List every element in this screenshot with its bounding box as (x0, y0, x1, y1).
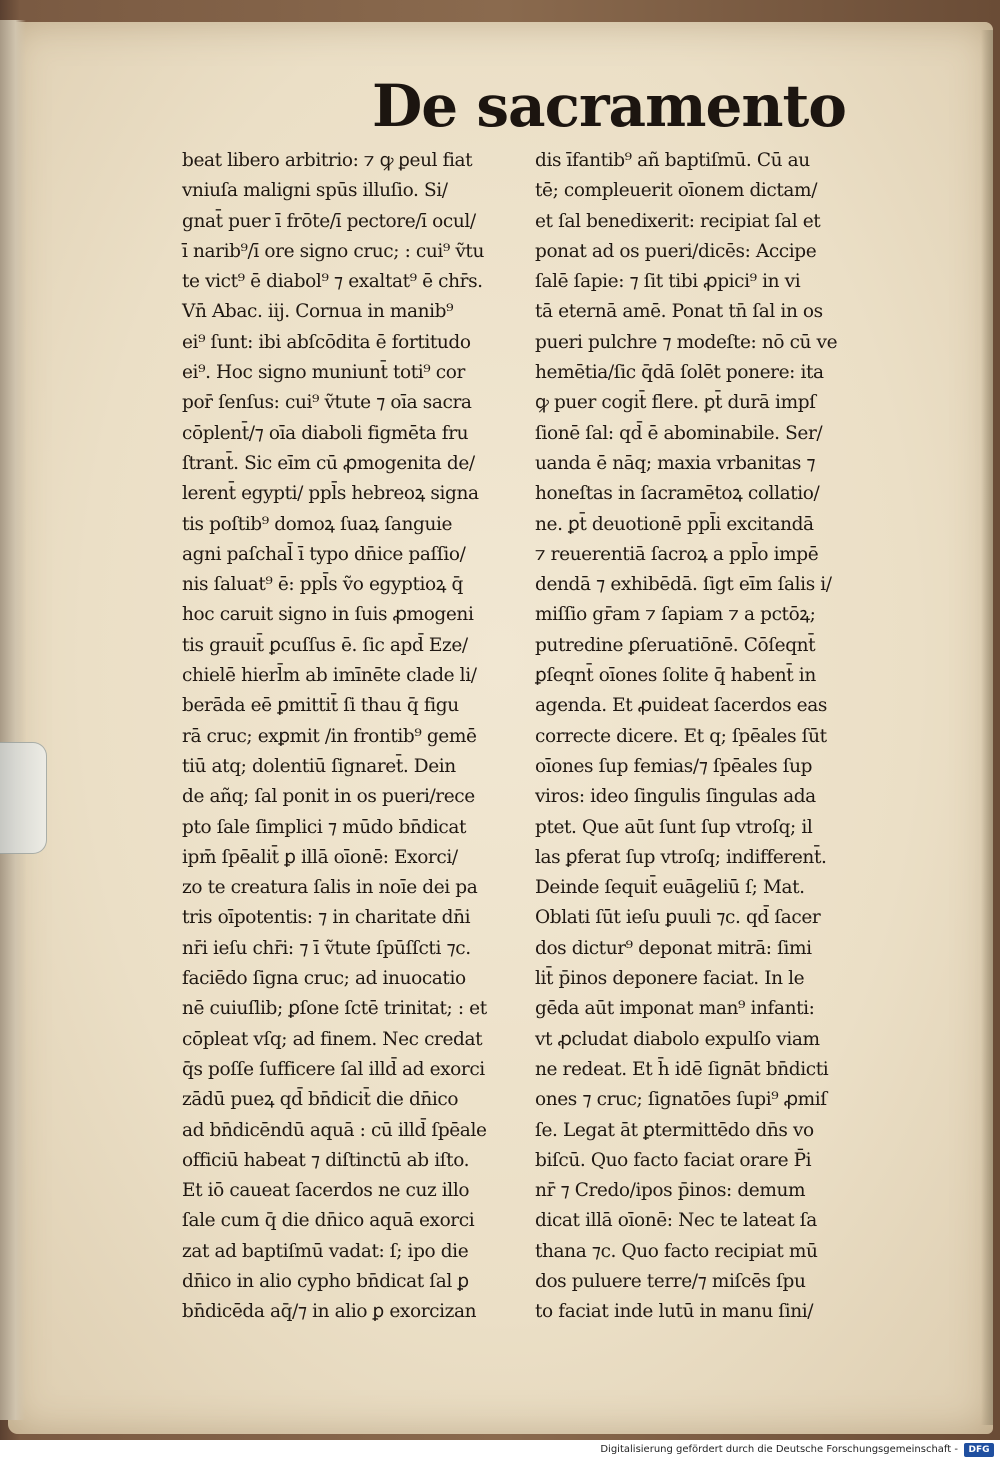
text-line: hoc caruit signo in ſuis ꝓmogeni (182, 604, 474, 626)
text-line: ī narib⁹/ī ore signo cruc; : cui⁹ ṽtu (182, 240, 484, 262)
text-line: ſionē ſal: qd̄ ē abominabile. Ser/ (535, 422, 823, 444)
text-line: Vn̄ Abac. iij. Cornua in manib⁹ (182, 301, 454, 323)
text-line: lit̄ p̄inos deponere faciat. In le (535, 968, 805, 990)
text-line: ones ⁊ cruc; ſignatōes ſupi⁹ ꝓmiſ (535, 1089, 827, 1111)
text-line: agenda. Et ꝓuideat ſacerdos eas (535, 695, 827, 717)
text-line: berāda eē ꝑmittit̄ ſi thau q̄ figu (182, 695, 459, 717)
text-line: vt ꝓcludat diabolo expulſo viam (535, 1028, 820, 1050)
text-line: ꝙ puer cogit̄ flere. ꝑt̄ durā impſ (535, 392, 816, 414)
text-line: putredine ꝑſeruatiōnē. Cōſeqnt̄ (535, 634, 816, 656)
text-line: dos dictur⁹ deponat mitrā: ſimi (535, 937, 812, 959)
page-heading: De sacramento (372, 72, 846, 140)
text-line: dendā ⁊ exhibēdā. ſigt eīm ſalis i/ (535, 574, 832, 596)
text-line: viros: ideo ſingulis ſingulas ada (535, 786, 816, 808)
text-line: Oblati ſūt ieſu ꝑuuli ⁊c. qd̄ ſacer (535, 907, 821, 929)
text-line: dis īfantib⁹ añ baptiſmū. Cū au (535, 150, 810, 171)
text-line: tā eternā amē. Ponat tn̄ ſal in os (535, 301, 823, 323)
text-line: tris oīpotentis: ⁊ in charitate dn̄i (182, 907, 471, 929)
page-gutter (0, 20, 26, 1420)
text-line: por̄ ſenſus: cui⁹ ṽtute ⁊ oīa sacra (182, 392, 472, 414)
text-line: ad bn̄dicēndū aquā : cū illd̄ ſpēale (182, 1119, 487, 1141)
text-line: ipm̄ ſpēalit̄ ꝑ illā oīonē: Exorci/ (182, 846, 458, 868)
text-line: cōplent̄/⁊ oīa diaboli figmēta fru (182, 422, 469, 444)
text-line: ponat ad os pueri/dicēs: Accipe (535, 240, 817, 262)
text-line: nis ſaluat⁹ ē: ppl̄s ṽo egyptioꝝ q̄ (182, 574, 463, 596)
text-line: officiū habeat ⁊ diſtinctū ab iſto. (182, 1149, 470, 1171)
text-line: ꝑſeqnt̄ oīones ſolite q̄ habent̄ in (535, 665, 816, 687)
text-line: pueri pulchre ⁊ modeſte: nō cū ve (535, 331, 838, 353)
text-line: cōpleat vſq; ad finem. Nec credat (182, 1028, 483, 1050)
text-line: ſe. Legat āt ꝑtermittēdo dn̄s vo (535, 1119, 814, 1141)
text-line: chielē hierl̄m ab imīnēte clade li/ (182, 665, 477, 687)
text-line: agni paſchal̄ ī typo dn̄ice paſſio/ (182, 543, 466, 565)
text-line: gnat̄ puer ī frōte/ī pectore/ī ocul/ (182, 210, 476, 232)
text-line: correcte dicere. Et q; ſpēales ſūt (535, 725, 827, 747)
text-line: Et iō caueat ſacerdos ne cuz illo (182, 1180, 470, 1202)
text-line: to faciat inde lutū in manu ſini/ (535, 1301, 814, 1323)
text-line: faciēdo ſigna cruc; ad inuocatio (182, 968, 466, 990)
text-line: dn̄ico in alio cypho bn̄dicat ſal ꝑ (182, 1270, 469, 1292)
text-line: zat ad baptiſmū vadat: ſ; ipo die (182, 1240, 469, 1262)
text-line: et ſal benedixerit: recipiat ſal et (535, 210, 821, 232)
text-line: ei⁹. Hoc signo muniunt̄ toti⁹ cor (182, 362, 465, 384)
text-line: uanda ē nāq; maxia vrbanitas ⁊ (535, 452, 816, 474)
text-line: oīones ſup femias/⁊ ſpēales ſup (535, 755, 813, 777)
text-line: ne. ꝑt̄ deuotionē ppl̄i excitandā (535, 513, 814, 535)
text-line: Deinde ſequit̄ euāgeliū ſ; Mat. (535, 877, 805, 899)
text-line: ne redeat. Et h̄ idē ſignāt bn̄dicti (535, 1058, 829, 1080)
text-line: vniuſa maligni spūs illuſio. Si/ (182, 180, 448, 202)
text-line: ſalē ſapie: ⁊ ſit tibi ꝓpici⁹ in vi (535, 271, 801, 293)
funding-credit: Digitalisierung gefördert durch die Deutsche Forschungsgemeinschaft - (600, 1444, 958, 1455)
text-line: thana ⁊c. Quo facto recipiat mū (535, 1240, 818, 1262)
text-line: lerent̄ egypti/ ppl̄s hebreoꝝ signa (182, 483, 479, 505)
text-column-left (182, 146, 528, 1328)
text-line: ⁊ reuerentiā ſacroꝝ a ppl̄o impē (535, 543, 819, 565)
text-line: ptet. Que aūt ſunt ſup vtroſq; il (535, 816, 813, 838)
text-line: ſtrant̄. Sic eīm cū ꝓmogenita de/ (182, 452, 475, 474)
text-line: rā cruc; exꝑmit /in frontib⁹ gemē (182, 725, 477, 747)
text-line: zādū pueꝝ qd̄ bn̄dicit̄ die dn̄ico (182, 1089, 459, 1111)
text-line: bn̄dicēda aq̄/⁊ in alio ꝑ exorcizan (182, 1301, 477, 1323)
text-line: nr̄i ieſu chr̄i: ⁊ ī ṽtute ſpūſſcti ⁊c. (182, 937, 471, 959)
text-line: gēda aūt imponat man⁹ infanti: (535, 998, 815, 1020)
text-line: nr̄ ⁊ Credo/ipos p̄inos: demum (535, 1180, 806, 1202)
text-line: tis grauit̄ ꝑcuſſus ē. ſic apd̄ Eze/ (182, 634, 468, 656)
text-line: dos puluere terre/⁊ miſcēs ſpu (535, 1270, 806, 1292)
text-line: zo te creatura ſalis in noīe dei pa (182, 877, 478, 899)
footer-bar (0, 1440, 1000, 1460)
text-line: pto ſale ſimplici ⁊ mūdo bn̄dicat (182, 816, 466, 838)
text-line: tē; compleuerit oīonem dictam/ (535, 180, 818, 202)
dfg-logo-icon: DFG (964, 1443, 994, 1457)
text-line: nē cuiuſlib; ꝑſone ſctē trinitat; : et (182, 998, 487, 1020)
page-edge-shadow (981, 30, 993, 1425)
text-column-right (535, 146, 883, 1328)
page-clip (0, 742, 47, 854)
text-line: hemētia/ſic q̄dā ſolēt ponere: ita (535, 362, 824, 384)
text-line: ei⁹ ſunt: ibi abſcōdita ē fortitudo (182, 331, 471, 353)
text-line: q̄s poſſe ſufficere ſal illd̄ ad exorci (182, 1058, 485, 1080)
text-line: honeſtas in ſacramētoꝝ collatio/ (535, 483, 820, 505)
text-line: dicat illā oīonē: Nec te lateat ſa (535, 1210, 817, 1232)
text-line: ſale cum q̄ die dn̄ico aquā exorci (182, 1210, 475, 1232)
text-line: miſſio gr̄am ⁊ ſapiam ⁊ a pctōꝝ; (535, 604, 816, 626)
text-line: las ꝑferat ſup vtroſq; indifferent̄. (535, 846, 827, 868)
text-line: de añq; ſal ponit in os pueri/rece (182, 786, 475, 808)
text-line: beat libero arbitrio: ⁊ ꝙ ꝑeul fiat (182, 150, 473, 171)
text-line: te vict⁹ ē diabol⁹ ⁊ exaltat⁹ ē chr̄s. (182, 271, 483, 293)
text-line: tis poſtib⁹ domoꝝ ſuaꝝ ſanguie (182, 513, 453, 535)
text-line: biſcū. Quo facto faciat orare P̄i (535, 1149, 812, 1171)
text-line: tiū atq; dolentiū ſignaret̄. Dein (182, 755, 456, 777)
